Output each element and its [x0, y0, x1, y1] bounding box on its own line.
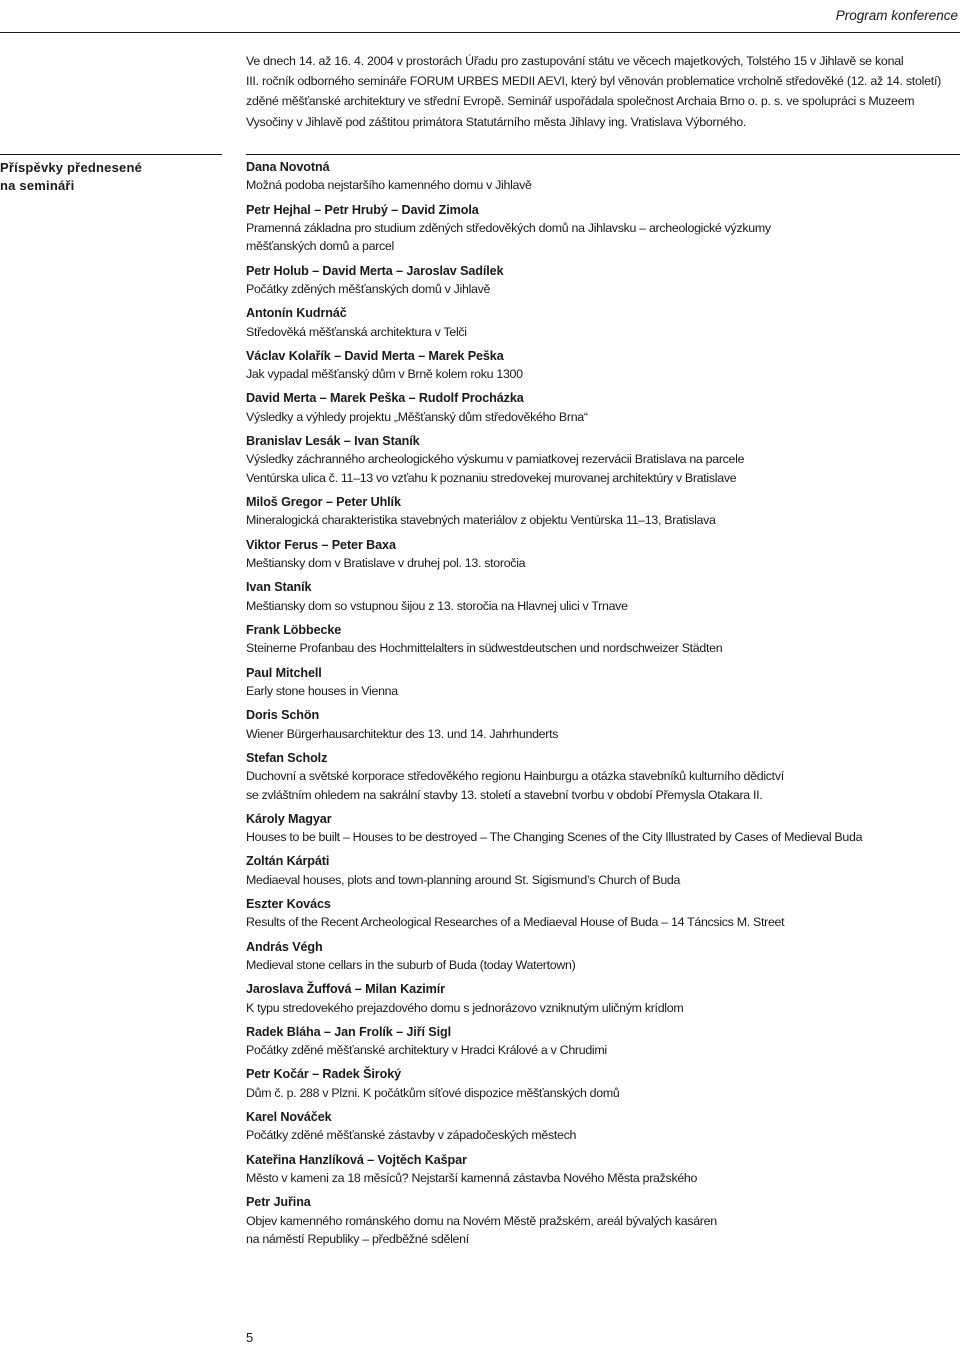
- talk-title: [246, 280, 958, 298]
- talk-title: [246, 639, 958, 657]
- talk-title-line: Mediaeval houses, plots and town-planning around St. Sigismund’s Church of Buda: [246, 872, 681, 887]
- talk-speakers: Petr Hejhal – Petr Hrubý – David Zimola: [246, 202, 479, 217]
- talk-title: [246, 956, 958, 974]
- intro-line: Vysočiny v Jihlavě pod záštitou primátora Statutárního města Jihlavy ing. Vratislava Výborného.: [246, 114, 747, 129]
- talk-item: [246, 1193, 958, 1248]
- header-rule: [0, 32, 960, 33]
- talk-speakers: Petr Juřina: [246, 1195, 311, 1210]
- talk-title-line: Houses to be built – Houses to be destroyed – The Changing Scenes of the City Illustrated by Cases of Medieval Buda: [246, 830, 863, 845]
- talk-title: [246, 913, 958, 931]
- talk-title: [246, 450, 958, 487]
- talk-item: [246, 664, 958, 701]
- talk-speakers: David Merta – Marek Peška – Rudolf Procházka: [246, 391, 524, 406]
- talk-title-line: na náměstí Republiky – předběžné sdělení: [246, 1232, 469, 1247]
- talk-title-line: Wiener Bürgerhausarchitektur des 13. und 14. Jahrhunderts: [246, 726, 559, 741]
- section-heading-line: na semináři: [0, 178, 75, 193]
- talk-title: [246, 597, 958, 615]
- talk-speakers: Eszter Kovács: [246, 896, 331, 911]
- talk-title-line: Duchovní a světské korporace středověkého regionu Hainburgu a otázka stavebníků kulturního dědictví: [246, 769, 784, 784]
- talk-item: [246, 1065, 958, 1102]
- talk-title: [246, 871, 958, 889]
- talk-title-line: Počátky zděné měšťanské zástavby v západočeských městech: [246, 1128, 577, 1143]
- section-heading: [0, 159, 142, 195]
- talk-speakers: Radek Bláha – Jan Frolík – Jiří Sigl: [246, 1024, 451, 1039]
- talk-title-line: měšťanských domů a parcel: [246, 239, 394, 254]
- talk-title: [246, 682, 958, 700]
- talk-title-line: Mineralogická charakteristika stavebných materiálov z objektu Ventúrska 11–13, Bratislava: [246, 513, 716, 528]
- talk-title-line: Meštiansky dom so vstupnou šijou z 13. storočia na Hlavnej ulici v Trnave: [246, 598, 628, 613]
- talk-item: [246, 201, 958, 256]
- talk-title: [246, 1084, 958, 1102]
- talk-speakers: Stefan Scholz: [246, 750, 328, 765]
- intro-paragraph: [246, 51, 954, 132]
- talk-speakers: Petr Kočár – Radek Široký: [246, 1067, 401, 1082]
- talk-title-line: Ventúrska ulica č. 11–13 vo vzťahu k poznaniu stredovekej murovanej architektúry v Bratislave: [246, 470, 737, 485]
- talk-speakers: Karel Nováček: [246, 1110, 332, 1125]
- talk-title-line: se zvláštním ohledem na sakrální stavby 13. století a stavební tvorbu v období Přemysla Otakara II.: [246, 787, 763, 802]
- talk-speakers: Antonín Kudrnáč: [246, 306, 347, 321]
- talk-title-line: Results of the Recent Archeological Researches of a Mediaeval House of Buda – 14 Táncsics M. Street: [246, 915, 785, 930]
- talk-item: [246, 810, 958, 847]
- talk-speakers: Zoltán Kárpáti: [246, 854, 330, 869]
- talk-item: [246, 304, 958, 341]
- talk-speakers: Jaroslava Žuffová – Milan Kazimír: [246, 982, 445, 997]
- talk-title-line: Středověká měšťanská architektura v Telči: [246, 324, 467, 339]
- talk-title-line: Medieval stone cellars in the suburb of Buda (today Watertown): [246, 957, 576, 972]
- talk-list: [246, 158, 958, 1254]
- talk-speakers: András Végh: [246, 939, 323, 954]
- section-rule-right: [246, 154, 960, 155]
- talk-item: [246, 493, 958, 530]
- talk-title: [246, 511, 958, 529]
- talk-title-line: K typu stredovekého prejazdového domu s jednorázovo vzniknutým uličným krídlom: [246, 1000, 684, 1015]
- talk-item: [246, 980, 958, 1017]
- talk-title: [246, 323, 958, 341]
- talk-item: [246, 749, 958, 804]
- talk-title-line: Počátky zděných měšťanských domů v Jihlavě: [246, 282, 491, 297]
- talk-title: [246, 1212, 958, 1249]
- talk-item: [246, 1151, 958, 1188]
- talk-speakers: Miloš Gregor – Peter Uhlík: [246, 495, 401, 510]
- talk-item: [246, 389, 958, 426]
- talk-title-line: Město v kameni za 18 měsíců? Nejstarší kamenná zástavba Nového Města pražského: [246, 1171, 698, 1186]
- talk-title: [246, 828, 958, 846]
- intro-line: Ve dnech 14. až 16. 4. 2004 v prostorách Úřadu pro zastupování státu ve věcech majetkových, Tolstého 15 v Jihlavě se konal: [246, 54, 904, 68]
- talk-item: [246, 432, 958, 487]
- talk-title: [246, 408, 958, 426]
- talk-speakers: Viktor Ferus – Peter Baxa: [246, 537, 396, 552]
- talk-title-line: Objev kamenného románského domu na Novém Městě pražském, areál bývalých kasáren: [246, 1213, 717, 1228]
- talk-speakers: Paul Mitchell: [246, 665, 322, 680]
- talk-title: [246, 767, 958, 804]
- talk-item: [246, 1108, 958, 1145]
- talk-title: [246, 1041, 958, 1059]
- talk-speakers: Kateřina Hanzlíková – Vojtěch Kašpar: [246, 1152, 467, 1167]
- talk-title-line: Výsledky a výhledy projektu „Měšťanský dům středověkého Brna“: [246, 409, 588, 424]
- talk-item: [246, 895, 958, 932]
- intro-line: III. ročník odborného semináře FORUM URBES MEDII AEVI, který byl věnován problematice vrcholně středověké (12. až 14. století): [246, 74, 942, 89]
- talk-item: [246, 706, 958, 743]
- talk-title: [246, 554, 958, 572]
- talk-title-line: Možná podoba nejstaršího kamenného domu v Jihlavě: [246, 178, 532, 193]
- talk-title-line: Steinerne Profanbau des Hochmittelalters in südwestdeutschen und nordschweizer Städten: [246, 641, 723, 656]
- talk-title: [246, 1169, 958, 1187]
- talk-speakers: Doris Schön: [246, 708, 320, 723]
- talk-speakers: Petr Holub – David Merta – Jaroslav Sadílek: [246, 263, 504, 278]
- talk-item: [246, 1023, 958, 1060]
- talk-speakers: Frank Löbbecke: [246, 622, 342, 637]
- talk-title: [246, 365, 958, 383]
- talk-title: [246, 999, 958, 1017]
- intro-line: zděné měšťanské architektury ve střední Evropě. Seminář uspořádala společnost Archaia Brno o. p. s. ve spolupráci s Muzeem: [246, 94, 915, 109]
- talk-title-line: Dům č. p. 288 v Plzni. K počátkům síťové dispozice měšťanských domů: [246, 1085, 620, 1100]
- talk-title-line: Pramenná základna pro studium zděných středověkých domů na Jihlavsku – archeologické výzkumy: [246, 221, 771, 236]
- talk-title: [246, 219, 958, 256]
- talk-item: [246, 158, 958, 195]
- talk-item: [246, 536, 958, 573]
- talk-item: [246, 938, 958, 975]
- talk-speakers: Károly Magyar: [246, 811, 332, 826]
- talk-speakers: Branislav Lesák – Ivan Staník: [246, 434, 420, 449]
- talk-title: [246, 176, 958, 194]
- talk-item: [246, 621, 958, 658]
- talk-item: [246, 852, 958, 889]
- running-header: Program konference: [835, 8, 958, 23]
- talk-title-line: Počátky zděné měšťanské architektury v Hradci Králové a v Chrudimi: [246, 1043, 607, 1058]
- talk-title-line: Jak vypadal měšťanský dům v Brně kolem roku 1300: [246, 367, 523, 382]
- talk-speakers: Václav Kolařík – David Merta – Marek Peška: [246, 348, 504, 363]
- page-number: 5: [246, 1330, 254, 1345]
- talk-speakers: Ivan Staník: [246, 580, 312, 595]
- talk-item: [246, 262, 958, 299]
- talk-item: [246, 578, 958, 615]
- talk-title-line: Early stone houses in Vienna: [246, 683, 398, 698]
- talk-title: [246, 1126, 958, 1144]
- section-rule-left: [0, 154, 222, 155]
- talk-speakers: Dana Novotná: [246, 160, 330, 174]
- talk-title-line: Výsledky záchranného archeologického výskumu v pamiatkovej rezervácii Bratislava na parcele: [246, 452, 745, 467]
- talk-title: [246, 725, 958, 743]
- talk-title-line: Meštiansky dom v Bratislave v druhej pol. 13. storočia: [246, 556, 526, 571]
- section-heading-line: Příspěvky přednesené: [0, 160, 143, 175]
- talk-item: [246, 347, 958, 384]
